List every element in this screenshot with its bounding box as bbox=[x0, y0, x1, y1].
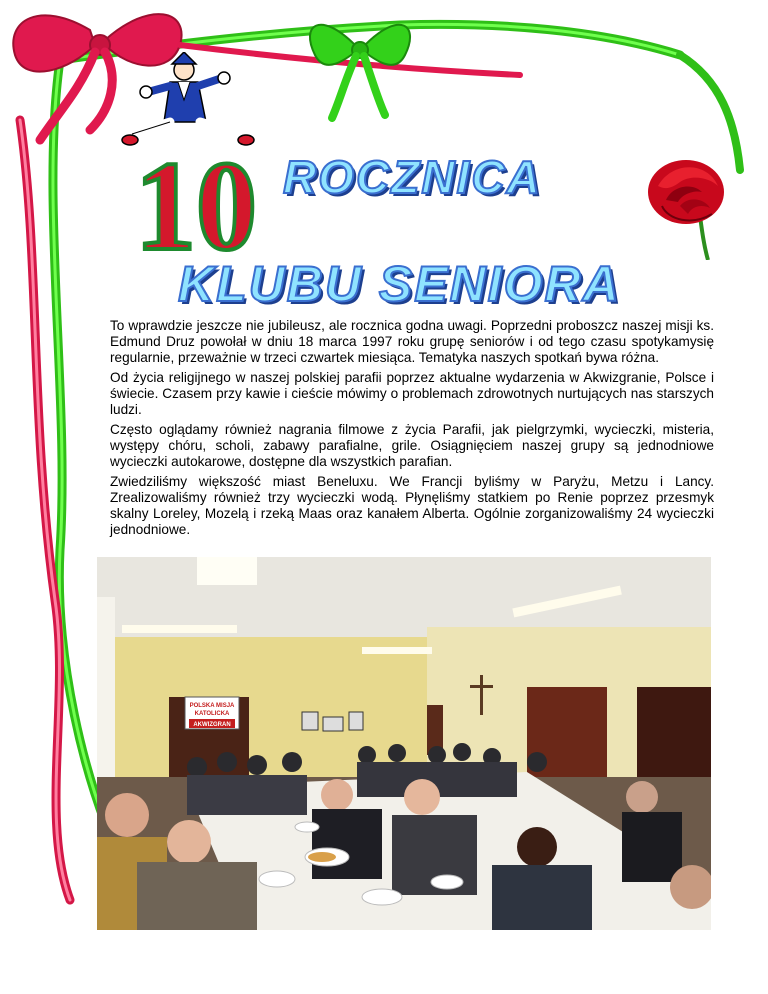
title-klubu-seniora: KLUBU SENIORA bbox=[178, 256, 621, 312]
paragraph: To wprawdzie jeszcze nie jubileusz, ale rocznica godna uwagi. Poprzedni proboszcz naszej misji ks. Edmund Druz powołał w dniu 18 marca 1997 roku grupę seniorów i od tego czasu spotykamysię regularnie, przeważnie w trzeci czwartek miesiąca. Tematyka naszych spotkań bywa różna. bbox=[110, 318, 714, 365]
paragraph: Od życia religijnego w naszej polskiej parafii poprzez aktualne wydarzenia w Akwizgranie, Polsce i świecie. Czasem przy kawie i cieście mówimy o problemach zdrowotnych nurtujących nas starszych ludzi. bbox=[110, 370, 714, 417]
rose-icon bbox=[632, 156, 732, 260]
anniversary-numeral bbox=[133, 145, 261, 257]
parish-sign bbox=[185, 697, 239, 729]
paragraph: Często oglądamy również nagrania filmowe z życia Parafii, jak pielgrzymki, wycieczki, misteria, występy chóru, scholi, zabawy parafialne, grile. Osiągnięciem naszej grupy są jednodniowe wycieczki autokarowe, dostępne dla wszystkich parafian. bbox=[110, 422, 714, 469]
sign-line1: POLSKA MISJA bbox=[189, 703, 235, 709]
sign-line2: KATOLICKA bbox=[194, 711, 230, 717]
article-body bbox=[110, 318, 714, 542]
title-rocznica: ROCZNICA bbox=[283, 151, 542, 203]
numeral-text: 10 bbox=[135, 145, 257, 257]
paragraph: Zwiedziliśmy większość miast Beneluxu. We Francji byliśmy w Paryżu, Metzu i Lancy. Zrealizowaliśmy również trzy wycieczki wodą. Płynęliśmy statkiem po Renie poprzez przesmyk skalny Loreley, Mozelą i rzeką Maas oraz kanałem Alberta. Ogólnie zorganizowaliśmy 24 wycieczki jednodniowe. bbox=[110, 474, 714, 537]
sign-line3: AKWIZGRAN bbox=[193, 722, 231, 728]
group-photo bbox=[97, 557, 711, 930]
